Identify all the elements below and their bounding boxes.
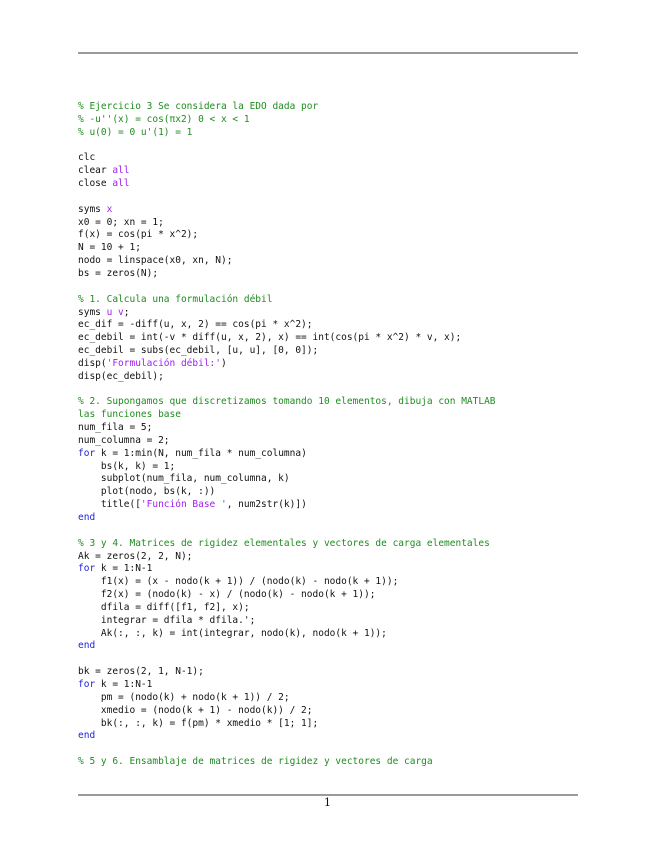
code-text: k = 1:N-1 bbox=[95, 678, 153, 690]
code-line bbox=[78, 756, 496, 769]
code-line bbox=[78, 512, 496, 525]
code-text: close bbox=[78, 178, 113, 190]
code-comment: % 3 y 4. Matrices de rigidez elementales y vectores de carga elementales bbox=[78, 537, 490, 549]
code-string: x bbox=[106, 203, 113, 215]
code-text: disp(ec_debil); bbox=[78, 370, 164, 382]
code-line bbox=[78, 165, 496, 178]
code-line bbox=[78, 332, 496, 345]
code-text: x0 = 0; xn = 1; bbox=[78, 216, 164, 228]
code-line bbox=[78, 589, 496, 602]
blank-line bbox=[78, 140, 496, 153]
code-string: u v bbox=[106, 306, 124, 318]
code-keyword: for bbox=[78, 447, 96, 459]
blank-line bbox=[78, 281, 496, 294]
code-line bbox=[78, 666, 496, 679]
code-line bbox=[78, 499, 496, 512]
code-line bbox=[78, 358, 496, 371]
code-text: ec_debil = int(-v * diff(u, x, 2), x) == int(cos(pi * x^2) * v, x); bbox=[78, 332, 462, 344]
code-comment: % u(0) = 0 u'(1) = 1 bbox=[78, 126, 193, 138]
blank-line bbox=[78, 525, 496, 538]
code-line bbox=[78, 730, 496, 743]
code-line bbox=[78, 294, 496, 307]
code-line bbox=[78, 319, 496, 332]
code-comment: % 1. Calcula una formulación débil bbox=[78, 293, 273, 305]
code-line bbox=[78, 718, 496, 731]
code-string: all bbox=[112, 178, 130, 190]
code-comment: % 5 y 6. Ensamblaje de matrices de rigidez y vectores de carga bbox=[78, 756, 433, 768]
code-line bbox=[78, 217, 496, 230]
code-listing bbox=[78, 101, 496, 769]
code-comment: % -u''(x) = cos(πx2) 0 < x < 1 bbox=[78, 113, 250, 125]
code-line bbox=[78, 178, 496, 191]
header-rule bbox=[78, 52, 578, 54]
code-comment: % 2. Supongamos que discretizamos tomando 10 elementos, dibuja con MATLAB bbox=[78, 396, 496, 408]
code-text: ) bbox=[221, 357, 227, 369]
code-line bbox=[78, 640, 496, 653]
code-keyword: for bbox=[78, 563, 96, 575]
code-line bbox=[78, 409, 496, 422]
code-line bbox=[78, 473, 496, 486]
code-line bbox=[78, 563, 496, 576]
code-text: syms bbox=[78, 306, 107, 318]
code-line bbox=[78, 602, 496, 615]
code-comment: % Ejercicio 3 Se considera la EDO dada por bbox=[78, 101, 319, 112]
code-text: dfila = diff([f1, f2], x); bbox=[78, 601, 250, 613]
code-text: bk(:, :, k) = f(pm) * xmedio * [1; 1]; bbox=[78, 717, 319, 729]
code-text: integrar = dfila * dfila.'; bbox=[78, 614, 256, 626]
code-line bbox=[78, 538, 496, 551]
code-line bbox=[78, 229, 496, 242]
code-line bbox=[78, 551, 496, 564]
code-text: disp( bbox=[78, 357, 107, 369]
code-string: 'Función Base ' bbox=[140, 499, 227, 511]
code-text: f2(x) = (nodo(k) - x) / (nodo(k) - nodo(k + 1)); bbox=[78, 589, 376, 601]
code-text: clear bbox=[78, 165, 113, 177]
code-keyword: end bbox=[78, 640, 96, 652]
code-string: all bbox=[112, 165, 130, 177]
code-line bbox=[78, 486, 496, 499]
code-line bbox=[78, 255, 496, 268]
code-line bbox=[78, 204, 496, 217]
code-keyword: end bbox=[78, 730, 96, 742]
code-string: 'Formulación débil:' bbox=[106, 357, 221, 369]
code-text: f(x) = cos(pi * x^2); bbox=[78, 229, 199, 241]
blank-line bbox=[78, 384, 496, 397]
code-line bbox=[78, 705, 496, 718]
code-line bbox=[78, 628, 496, 641]
code-text: subplot(num_fila, num_columna, k) bbox=[78, 473, 290, 485]
code-line bbox=[78, 268, 496, 281]
code-line bbox=[78, 422, 496, 435]
code-line bbox=[78, 371, 496, 384]
code-line bbox=[78, 345, 496, 358]
code-keyword: for bbox=[78, 678, 96, 690]
code-line bbox=[78, 242, 496, 255]
code-line bbox=[78, 461, 496, 474]
code-line bbox=[78, 435, 496, 448]
code-line bbox=[78, 448, 496, 461]
code-text: , num2str(k)]) bbox=[226, 499, 307, 511]
code-line bbox=[78, 615, 496, 628]
code-text: num_fila = 5; bbox=[78, 422, 153, 434]
code-text: title([ bbox=[78, 499, 141, 511]
code-text: ec_debil = subs(ec_debil, [u, u], [0, 0]); bbox=[78, 345, 319, 357]
code-comment: las funciones base bbox=[78, 409, 181, 421]
code-text: bk = zeros(2, 1, N-1); bbox=[78, 666, 204, 678]
code-text: N = 10 + 1; bbox=[78, 242, 141, 254]
code-line bbox=[78, 679, 496, 692]
code-text: Ak = zeros(2, 2, N); bbox=[78, 550, 193, 562]
page-number: 1 bbox=[324, 796, 331, 809]
code-text: num_columna = 2; bbox=[78, 434, 170, 446]
code-text: ; bbox=[123, 306, 130, 318]
code-line bbox=[78, 396, 496, 409]
code-keyword: end bbox=[78, 512, 96, 523]
code-text: plot(nodo, bs(k, :)) bbox=[78, 486, 216, 498]
code-text: f1(x) = (x - nodo(k + 1)) / (nodo(k) - nodo(k + 1)); bbox=[78, 576, 399, 588]
code-line bbox=[78, 127, 496, 140]
code-text: k = 1:min(N, num_fila * num_columna) bbox=[95, 447, 307, 459]
code-text: ec_dif = -diff(u, x, 2) == cos(pi * x^2); bbox=[78, 319, 313, 331]
code-line bbox=[78, 576, 496, 589]
code-text: syms bbox=[78, 203, 107, 215]
code-line bbox=[78, 307, 496, 320]
code-line bbox=[78, 114, 496, 127]
blank-line bbox=[78, 653, 496, 666]
code-text: Ak(:, :, k) = int(integrar, nodo(k), nodo(k + 1)); bbox=[78, 627, 387, 639]
blank-line bbox=[78, 191, 496, 204]
code-line bbox=[78, 101, 496, 114]
code-text: k = 1:N-1 bbox=[95, 563, 153, 575]
code-text: nodo = linspace(x0, xn, N); bbox=[78, 255, 233, 267]
code-text: bs = zeros(N); bbox=[78, 267, 159, 279]
code-line bbox=[78, 152, 496, 165]
code-text: bs(k, k) = 1; bbox=[78, 460, 176, 472]
code-text: clc bbox=[78, 152, 96, 164]
code-line bbox=[78, 692, 496, 705]
code-text: pm = (nodo(k) + nodo(k + 1)) / 2; bbox=[78, 691, 290, 703]
blank-line bbox=[78, 743, 496, 756]
code-text: xmedio = (nodo(k + 1) - nodo(k)) / 2; bbox=[78, 704, 313, 716]
